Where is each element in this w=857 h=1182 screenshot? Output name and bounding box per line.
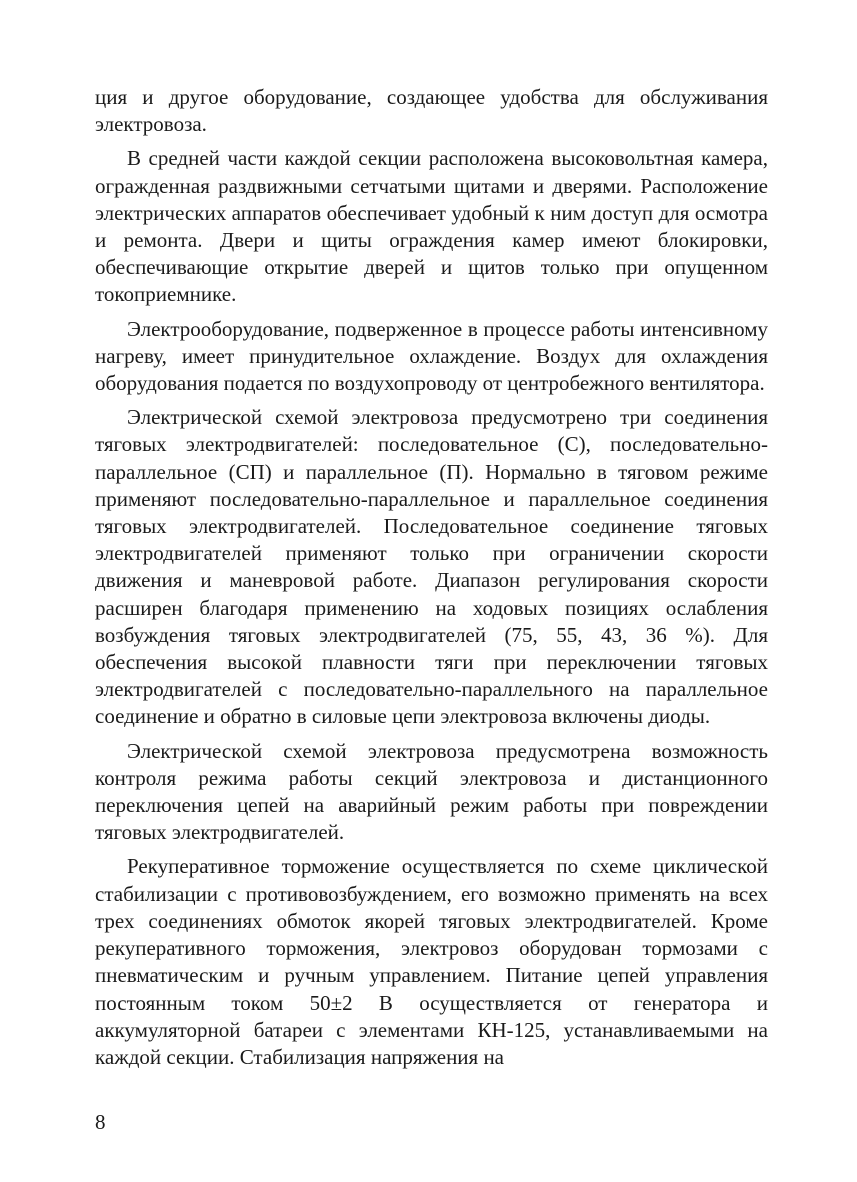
page-body <box>95 84 768 1078</box>
paragraph-2: В средней части каждой секции расположена высоковольтная камера, огражденная раздвижными сетчатыми щитами и дверями. Расположение электрических аппаратов обеспечивает удобный к ним доступ для осмотра и ремонта. Двери и щиты ограждения камер имеют блокировки, обеспечивающие открытие дверей и щитов только при опущенном токоприемнике. <box>95 146 768 307</box>
page-number: 8 <box>95 1110 106 1134</box>
paragraph-3: Электрооборудование, подверженное в процессе работы интенсивному нагреву, имеет принудительное охлаждение. Воздух для охлаждения оборудования подается по воздухопроводу от центробежного вентилятора. <box>95 316 768 396</box>
paragraph-5: Электрической схемой электровоза предусмотрена возможность контроля режима работы секций электровоза и дистанционного переключения цепей на аварийный режим работы при повреждении тяговых электродвигателей. <box>95 738 768 845</box>
paragraph-6: Рекуперативное торможение осуществляется по схеме циклической стабилизации с противовозбуждением, его возможно применять на всех трех соединениях обмоток якорей тяговых электродвигателей. Кроме рекуперативного торможения, электровоз оборудован тормозами с пневматическим и ручным управлением. Питание цепей управления постоянным током 50±2 В осуществляется от генератора и аккумуляторной батареи с элементами КН-125, устанавливаемыми на каждой секции. Стабилизация напряжения на <box>95 854 768 1069</box>
paragraph-1: ция и другое оборудование, создающее удобства для обслуживания электровоза. <box>95 85 768 137</box>
paragraph-4: Электрической схемой электровоза предусмотрено три соединения тяговых электродвигателей: последовательное (С), последовательно-параллельное (СП) и параллельное (П). Нормально в тяговом режиме применяют последовательно-параллельное и параллельное соединения тяговых электродвигателей. Последовательное соединение тяговых электродвигателей применяют только при ограничении скорости движения и маневровой работе. Диапазон регулирования скорости расширен благодаря применению на ходовых позициях ослабления возбуждения тяговых электродвигателей (75, 55, 43, 36 %). Для обеспечения высокой плавности тяги при переключении тяговых электродвигателей с последовательно-параллельного на параллельное соединение и обратно в силовые цепи электровоза включены диоды. <box>95 405 768 729</box>
